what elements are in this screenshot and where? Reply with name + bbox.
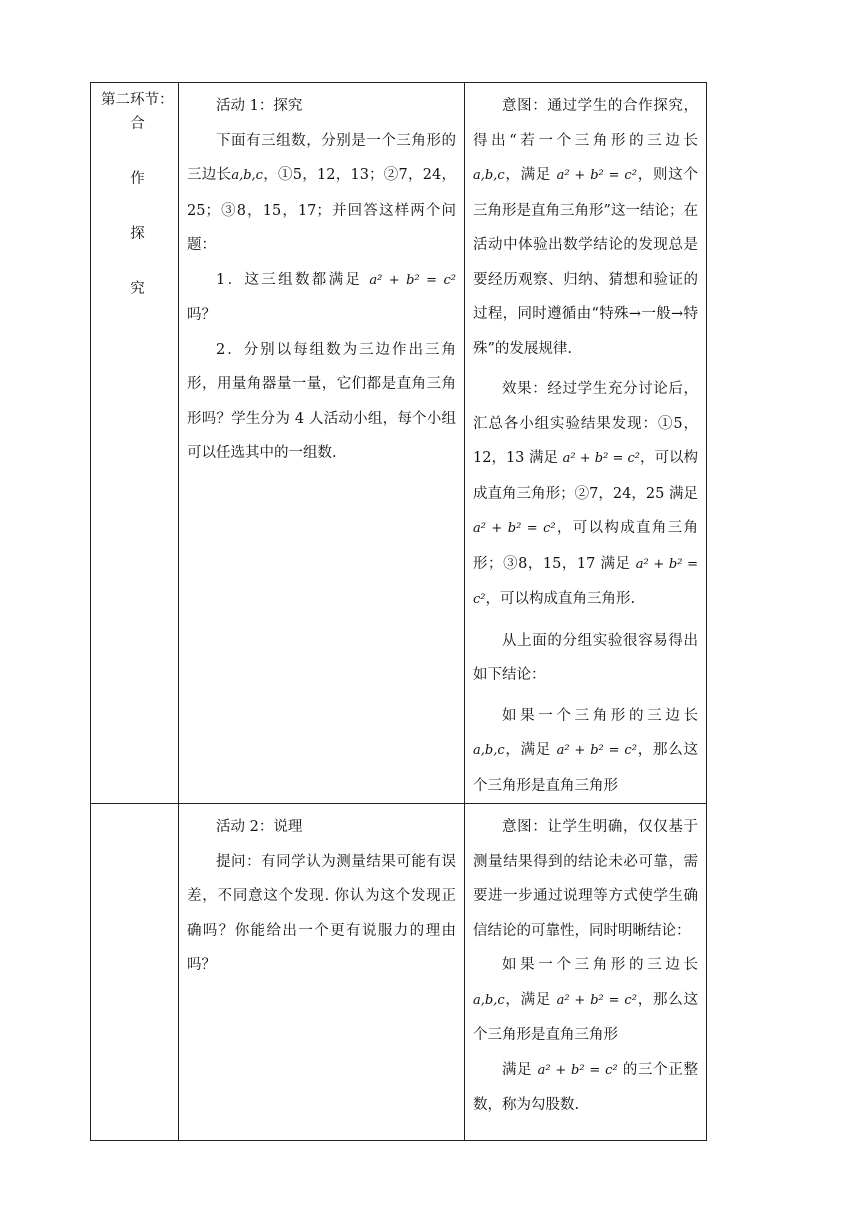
equation: a² + b² = c² xyxy=(473,521,556,536)
equation: a² + b² = c² xyxy=(556,743,637,758)
stage-char: 探 xyxy=(130,226,145,242)
activity-title: 活动 2：说理 xyxy=(216,819,303,835)
intent-cell xyxy=(465,83,707,804)
stage-char: 合 xyxy=(130,116,145,132)
effect-text: 效果：经过学生充分讨论后，汇总各小组实验结果发现：①5，12，13 满足 a² + b² = c²，可以构成直角三角形；②7，24，25 满足 a² + b² = c²，可以构成直角三角形；③8，15，17 满足 a² + b² = c²，可以构成直角三角形. xyxy=(473,381,699,607)
stage-label: 第二环节： xyxy=(101,92,174,108)
lesson-plan-table xyxy=(90,82,707,1141)
question-1: 1．这三组数都满足 a² + b² = c² 吗？ xyxy=(187,271,456,323)
question-text: 提问：有同学认为测量结果可能有误差，不同意这个发现. 你认为这个发现正确吗？你能给出一个更有说服力的理由吗？ xyxy=(187,853,456,973)
question-2: 2．分别以每组数为三边作出三角形，用量角器量一量，它们都是直角三角形吗？学生分为 4 人活动小组，每个小组可以任选其中的一组数. xyxy=(187,341,456,461)
intent-text: 意图：让学生明确，仅仅基于测量结果得到的结论未必可靠，需要进一步通过说理等方式使学生确信结论的可靠性，同时明晰结论： xyxy=(473,819,698,939)
equation: a² + b² = c² xyxy=(369,272,456,288)
stage-cell xyxy=(91,83,179,804)
conclusion-text: 如果一个三角形的三边长 a,b,c，满足 a² + b² = c²，那么这个三角形是直角三角形 xyxy=(473,707,698,794)
intent-cell xyxy=(465,804,707,1141)
equation: a² + b² = c² xyxy=(473,556,698,607)
stage-char: 究 xyxy=(130,281,145,297)
pythagorean-numbers-text: 满足 a² + b² = c² 的三个正整数，称为勾股数. xyxy=(473,1061,699,1113)
from-above-text: 从上面的分组实验很容易得出如下结论： xyxy=(473,632,698,683)
activity-cell xyxy=(179,804,465,1141)
equation: a² + b² = c² xyxy=(556,168,637,183)
activity-description: 下面有三组数，分别是一个三角形的三边长a,b,c，①5，12，13；②7，24，25；③8，15，17；并回答这样两个问题： xyxy=(187,132,456,253)
stage-cell-empty xyxy=(91,804,179,1141)
table-row xyxy=(91,804,707,1141)
stage-char: 作 xyxy=(130,171,145,187)
activity-cell xyxy=(179,83,465,804)
equation: a² + b² = c² xyxy=(562,451,640,466)
equation: a² + b² = c² xyxy=(537,1062,618,1078)
intent-text: 意图：通过学生的合作探究，得出“若一个三角形的三边长a,b,c，满足 a² + b² = c²，则这个三角形是直角三角形”这一结论；在活动中体验出数学结论的发现总是要经历观察、归纳、猜想和验证的过程，同时遵循由“特殊→一般→特殊”的发展规律. xyxy=(473,98,698,357)
conclusion-text: 如果一个三角形的三边长 a,b,c，满足 a² + b² = c²，那么这个三角形是直角三角形 xyxy=(473,957,698,1043)
activity-title: 活动 1：探究 xyxy=(216,98,303,114)
table-row xyxy=(91,83,707,804)
equation: a² + b² = c² xyxy=(556,992,637,1008)
